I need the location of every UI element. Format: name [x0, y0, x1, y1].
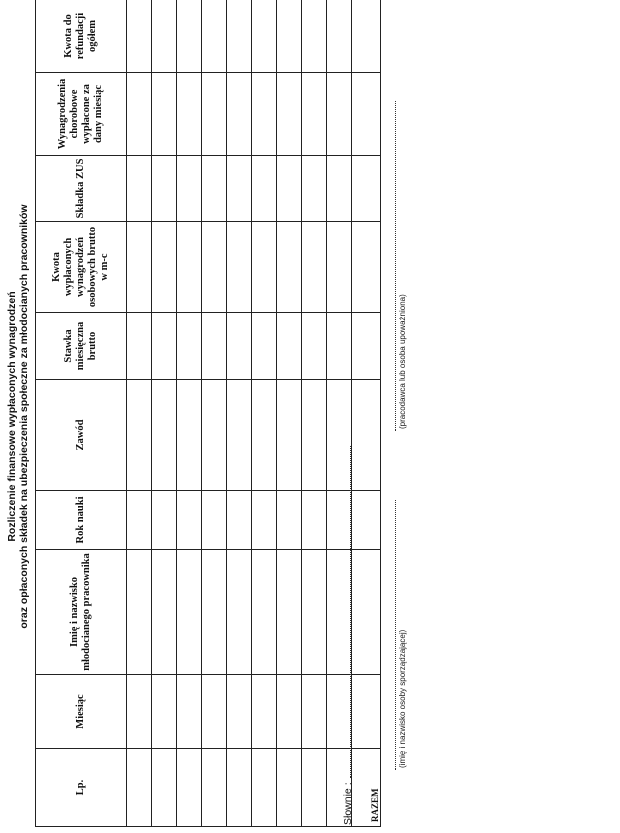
cell-monthly-rate[interactable]: [177, 313, 202, 380]
cell-lp[interactable]: [202, 749, 227, 827]
cell-refund-total[interactable]: [302, 0, 327, 73]
cell-zus[interactable]: [227, 156, 252, 222]
cell-name[interactable]: [127, 550, 152, 675]
cell-month[interactable]: [202, 675, 227, 749]
cell-study-year[interactable]: [302, 491, 327, 550]
header-name: Imię i nazwisko młodocianego pracownika: [36, 550, 127, 675]
cell-refund-total[interactable]: [177, 0, 202, 73]
cell-paid-wages[interactable]: [302, 222, 327, 313]
total-cell-sick-pay[interactable]: [352, 73, 381, 156]
total-cell-name[interactable]: [352, 550, 381, 675]
table-row: [227, 0, 252, 827]
preparer-signature: [385, 500, 407, 770]
cell-lp[interactable]: [252, 749, 277, 827]
cell-month[interactable]: [227, 675, 252, 749]
employer-signature-caption: (pracodawca lub osoba upoważniona): [398, 294, 407, 429]
cell-refund-total[interactable]: [152, 0, 177, 73]
form-title-line-1: Rozliczenie finansowe wypłaconych wynagrodzeń: [6, 291, 18, 542]
header-month: Miesiąc: [36, 675, 127, 749]
cell-name[interactable]: [277, 550, 302, 675]
total-label: RAZEM: [352, 749, 381, 827]
cell-monthly-rate[interactable]: [127, 313, 152, 380]
cell-study-year[interactable]: [202, 491, 227, 550]
cell-name[interactable]: [227, 550, 252, 675]
amount-in-words-field[interactable]: [340, 446, 351, 778]
total-cell-refund-total[interactable]: [352, 0, 381, 73]
cell-refund-total[interactable]: [227, 0, 252, 73]
employer-signature: [385, 101, 407, 431]
cell-sick-pay[interactable]: [327, 73, 352, 156]
cell-paid-wages[interactable]: [177, 222, 202, 313]
settlement-table: [35, 0, 381, 827]
cell-zus[interactable]: [277, 156, 302, 222]
cell-monthly-rate[interactable]: [302, 313, 327, 380]
amount-in-words: [340, 446, 354, 825]
cell-refund-total[interactable]: [252, 0, 277, 73]
cell-profession[interactable]: [152, 380, 177, 491]
cell-zus[interactable]: [177, 156, 202, 222]
cell-name[interactable]: [177, 550, 202, 675]
cell-profession[interactable]: [127, 380, 152, 491]
cell-month[interactable]: [152, 675, 177, 749]
cell-sick-pay[interactable]: [177, 73, 202, 156]
cell-month[interactable]: [127, 675, 152, 749]
cell-sick-pay[interactable]: [127, 73, 152, 156]
total-cell-paid-wages[interactable]: [352, 222, 381, 313]
header-monthly-rate: Stawka miesięczna brutto: [36, 313, 127, 380]
preparer-signature-caption: (imię i nazwisko osoby sporządzającej): [398, 629, 407, 768]
table-row: [302, 0, 327, 827]
cell-paid-wages[interactable]: [202, 222, 227, 313]
cell-sick-pay[interactable]: [302, 73, 327, 156]
cell-zus[interactable]: [127, 156, 152, 222]
cell-profession[interactable]: [302, 380, 327, 491]
cell-study-year[interactable]: [252, 491, 277, 550]
cell-name[interactable]: [202, 550, 227, 675]
cell-lp[interactable]: [302, 749, 327, 827]
preparer-signature-line[interactable]: [385, 500, 396, 770]
cell-month[interactable]: [177, 675, 202, 749]
cell-zus[interactable]: [327, 156, 352, 222]
cell-name[interactable]: [152, 550, 177, 675]
table-header-row: [36, 0, 127, 827]
cell-monthly-rate[interactable]: [327, 313, 352, 380]
total-cell-profession[interactable]: [352, 380, 381, 491]
form-title-line-2: oraz opłaconych składek na ubezpieczenia społeczne za młodocianych pracowników: [18, 204, 30, 629]
cell-study-year[interactable]: [177, 491, 202, 550]
cell-profession[interactable]: [277, 380, 302, 491]
cell-monthly-rate[interactable]: [152, 313, 177, 380]
cell-refund-total[interactable]: [327, 0, 352, 73]
table-row: [252, 0, 277, 827]
cell-sick-pay[interactable]: [227, 73, 252, 156]
cell-refund-total[interactable]: [127, 0, 152, 73]
cell-paid-wages[interactable]: [227, 222, 252, 313]
cell-study-year[interactable]: [152, 491, 177, 550]
table-row: [277, 0, 302, 827]
header-study-year: Rok nauki: [36, 491, 127, 550]
cell-study-year[interactable]: [227, 491, 252, 550]
cell-paid-wages[interactable]: [152, 222, 177, 313]
cell-paid-wages[interactable]: [127, 222, 152, 313]
table-row: [152, 0, 177, 827]
cell-lp[interactable]: [152, 749, 177, 827]
employer-signature-line[interactable]: [385, 101, 396, 431]
cell-month[interactable]: [277, 675, 302, 749]
cell-sick-pay[interactable]: [152, 73, 177, 156]
cell-month[interactable]: [252, 675, 277, 749]
cell-study-year[interactable]: [127, 491, 152, 550]
cell-paid-wages[interactable]: [252, 222, 277, 313]
cell-refund-total[interactable]: [202, 0, 227, 73]
total-row: [352, 0, 381, 827]
cell-study-year[interactable]: [277, 491, 302, 550]
total-cell-study-year[interactable]: [352, 491, 381, 550]
cell-monthly-rate[interactable]: [202, 313, 227, 380]
header-sick-pay: Wynagrodzenia chorobowe wypłacone za dany miesiąc: [36, 73, 127, 156]
cell-zus[interactable]: [202, 156, 227, 222]
cell-paid-wages[interactable]: [327, 222, 352, 313]
cell-profession[interactable]: [202, 380, 227, 491]
header-lp: Lp.: [36, 749, 127, 827]
cell-paid-wages[interactable]: [277, 222, 302, 313]
cell-monthly-rate[interactable]: [252, 313, 277, 380]
cell-monthly-rate[interactable]: [277, 313, 302, 380]
cell-profession[interactable]: [227, 380, 252, 491]
header-refund-total: Kwota do refundacji ogółem: [36, 0, 127, 73]
cell-lp[interactable]: [127, 749, 152, 827]
cell-name[interactable]: [252, 550, 277, 675]
cell-zus[interactable]: [252, 156, 277, 222]
cell-profession[interactable]: [252, 380, 277, 491]
header-profession: Zawód: [36, 380, 127, 491]
cell-lp[interactable]: [277, 749, 302, 827]
table-row: [127, 0, 152, 827]
header-zus: Składka ZUS: [36, 156, 127, 222]
cell-lp[interactable]: [177, 749, 202, 827]
table-row: [177, 0, 202, 827]
cell-sick-pay[interactable]: [202, 73, 227, 156]
cell-name[interactable]: [302, 550, 327, 675]
cell-monthly-rate[interactable]: [227, 313, 252, 380]
cell-sick-pay[interactable]: [277, 73, 302, 156]
header-paid-wages: Kwota wypłaconych wynagrodzeń osobowych brutto w m-c: [36, 222, 127, 313]
cell-sick-pay[interactable]: [252, 73, 277, 156]
cell-lp[interactable]: [227, 749, 252, 827]
cell-profession[interactable]: [177, 380, 202, 491]
amount-in-words-label: Słownie :: [342, 782, 354, 825]
cell-zus[interactable]: [152, 156, 177, 222]
cell-month[interactable]: [302, 675, 327, 749]
table-row: [202, 0, 227, 827]
total-cell-zus[interactable]: [352, 156, 381, 222]
total-cell-month[interactable]: [352, 675, 381, 749]
total-cell-monthly-rate[interactable]: [352, 313, 381, 380]
cell-zus[interactable]: [302, 156, 327, 222]
cell-refund-total[interactable]: [277, 0, 302, 73]
